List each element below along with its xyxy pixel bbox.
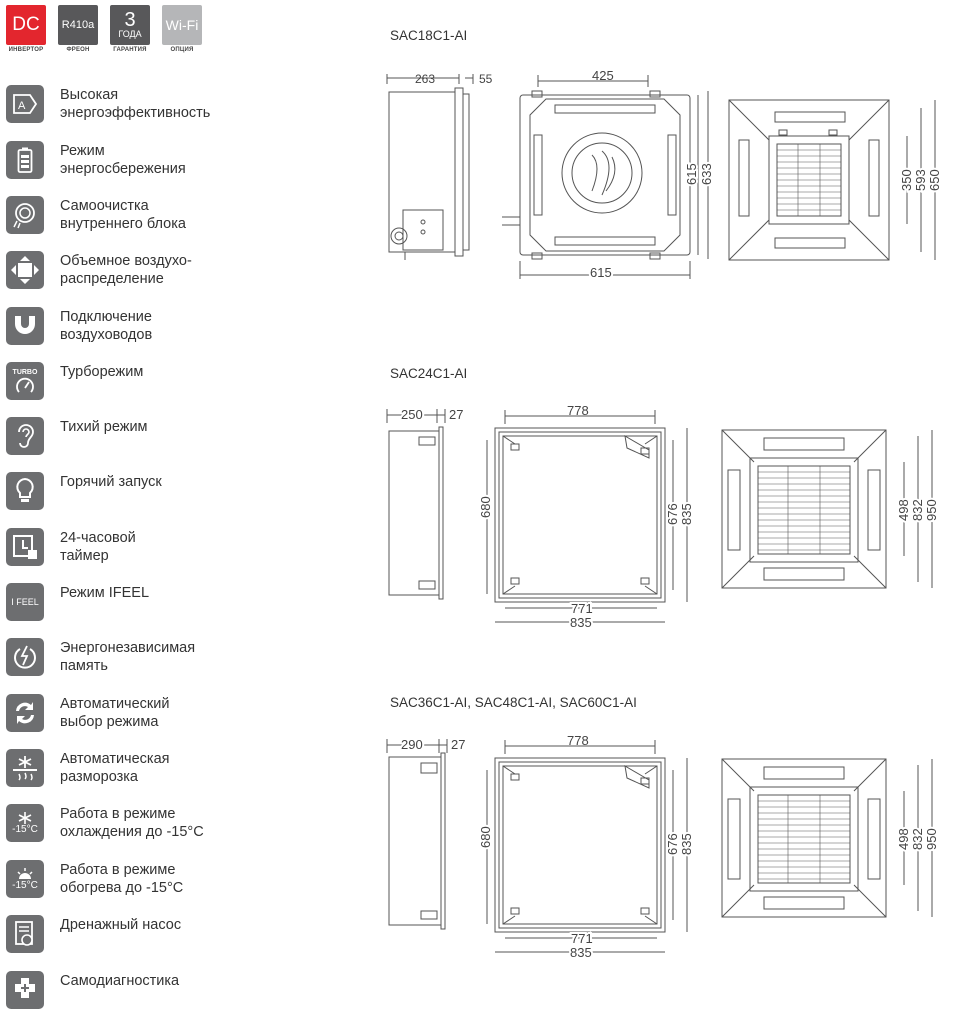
feature-label: Объемное воздухо- распределение [60,253,192,287]
feature-item [6,418,148,466]
duct-icon [6,307,44,345]
feature-item [6,252,192,300]
model-2-bottom-width-1: 771 [571,601,593,616]
model-1-side-view [385,70,495,270]
feature-item [6,805,204,853]
feature-item [6,972,179,1020]
svg-text:A: A [18,100,26,112]
feature-item [6,363,143,411]
model-1-panel-height-3: 650 [927,169,942,191]
badge-warranty [110,5,150,53]
badge-dc-box [6,5,46,45]
feature-item [6,584,149,632]
heating-icon-text: -15°C [12,879,38,891]
model-3-side-panel: 27 [451,737,466,752]
feature-label: 24-часовой таймер [60,530,136,564]
feature-label: Самоочистка внутреннего блока [60,198,186,232]
feature-item [6,308,152,356]
feature-item [6,529,136,577]
feature-item [6,86,210,134]
badge-wifi-sub: ОПЦИЯ [170,47,194,53]
badge-freon-sub: ФРЕОН [66,47,90,53]
badge-wifi-main: Wi-Fi [165,17,199,33]
model-2-top-width: 778 [567,403,589,418]
badge-warranty-box [110,5,150,45]
feature-label: Энергонезависимая память [60,640,196,674]
feature-label: Работа в режиме охлаждения до -15°C [60,806,204,840]
airflow-icon [6,251,44,289]
battery-icon [6,141,44,179]
model-title: SAC18C1-AI [390,28,468,43]
feature-label: Самодиагностика [60,973,180,989]
model-1-panel-height-1: 350 [899,169,914,191]
badge-warranty-sub: ГАРАНТИЯ [113,47,147,53]
badge-freon [58,5,98,53]
heating-icon [6,860,44,898]
model-2-panel-height-3: 950 [924,499,939,521]
feature-item [6,861,183,909]
diagnostics-icon [6,971,44,1009]
model-2-panel-height-2: 832 [910,499,925,521]
model-2-left-height: 680 [478,496,493,518]
feature-label: Автоматическая разморозка [60,751,170,785]
cooling-icon [6,804,44,842]
feature-item [6,750,170,798]
model-1-height-2: 633 [699,163,714,185]
model-3-panel-view [718,755,950,923]
model-1-panel-view [725,96,950,266]
power-icon [6,638,44,676]
model-2-side-depth: 250 [401,407,423,422]
feature-label: Турборежим [60,364,144,380]
model-3-bottom-width-2: 835 [570,945,592,960]
model-2-height-1: 676 [665,503,680,525]
badge-dc [6,5,46,53]
feature-badges [6,5,202,53]
turbo-icon [6,362,44,400]
badge-wifi [162,5,202,53]
feature-label: Режим IFEEL [60,585,150,601]
model-2-height-2: 835 [679,503,694,525]
model-3-panel-height-3: 950 [924,828,939,850]
model-2-side-view [385,405,475,605]
badge-dc-sub: ИНВЕРТОР [8,47,44,53]
auto-mode-icon [6,694,44,732]
model-3-panel-height-2: 832 [910,828,925,850]
model-3-top-view [475,730,715,962]
model-2-bottom-width-2: 835 [570,615,592,630]
model-1-side-depth: 263 [415,72,436,86]
feature-label: Дренажный насос [60,917,182,933]
badge-dc-main: DC [12,14,40,35]
model-3-left-height: 680 [478,826,493,848]
model-1-side-panel: 55 [479,72,493,86]
model-2-panel-height-1: 498 [896,499,911,521]
feature-label: Горячий запуск [60,474,162,490]
turbo-icon-text: TURBO [12,368,38,376]
model-3-bottom-width-1: 771 [571,931,593,946]
defrost-icon [6,749,44,787]
model-1-bottom-width: 615 [590,265,612,280]
drain-pump-icon [6,915,44,953]
ifeel-icon [6,583,44,621]
feature-item [6,142,186,190]
feature-item [6,695,169,743]
model-1-height-1: 615 [684,163,699,185]
badge-warranty-main: 3 [124,9,136,31]
feature-label: Подключение воздуховодов [60,309,153,343]
feature-label: Тихий режим [60,419,148,435]
model-1-top-view [500,65,725,285]
timer-icon [6,528,44,566]
energy-class-icon [6,85,44,123]
ear-icon [6,417,44,455]
feature-label: Режим энергосбережения [60,143,186,177]
ifeel-icon-text: I FEEL [11,597,39,607]
model-1-top-width: 425 [592,68,614,83]
badge-wifi-box [162,5,202,45]
model-2-top-view [475,400,715,632]
cooling-icon-text: -15°C [12,823,38,835]
model-1-panel-height-2: 593 [913,169,928,191]
badge-warranty-main2: ГОДА [118,29,142,39]
badge-freon-box [58,5,98,45]
feature-item [6,197,186,245]
model-3-side-depth: 290 [401,737,423,752]
model-3-height-2: 835 [679,833,694,855]
model-2-side-panel: 27 [449,407,464,422]
feature-label: Автоматический выбор режима [60,696,170,730]
model-2-panel-view [718,426,950,594]
self-clean-icon [6,196,44,234]
feature-item [6,916,181,964]
feature-item [6,639,195,687]
feature-item [6,473,162,521]
badge-freon-main: R410a [61,19,95,31]
model-3-height-1: 676 [665,833,680,855]
model-3-top-width: 778 [567,733,589,748]
model-title: SAC24C1-AI [390,366,468,381]
model-3-side-view [385,735,475,935]
feature-label: Работа в режиме обогрева до -15°C [60,862,184,896]
bulb-icon [6,472,44,510]
model-title: SAC36C1-AI, SAC48C1-AI, SAC60C1-AI [390,695,637,710]
feature-label: Высокая энергоэффективность [60,87,211,121]
model-3-panel-height-1: 498 [896,828,911,850]
